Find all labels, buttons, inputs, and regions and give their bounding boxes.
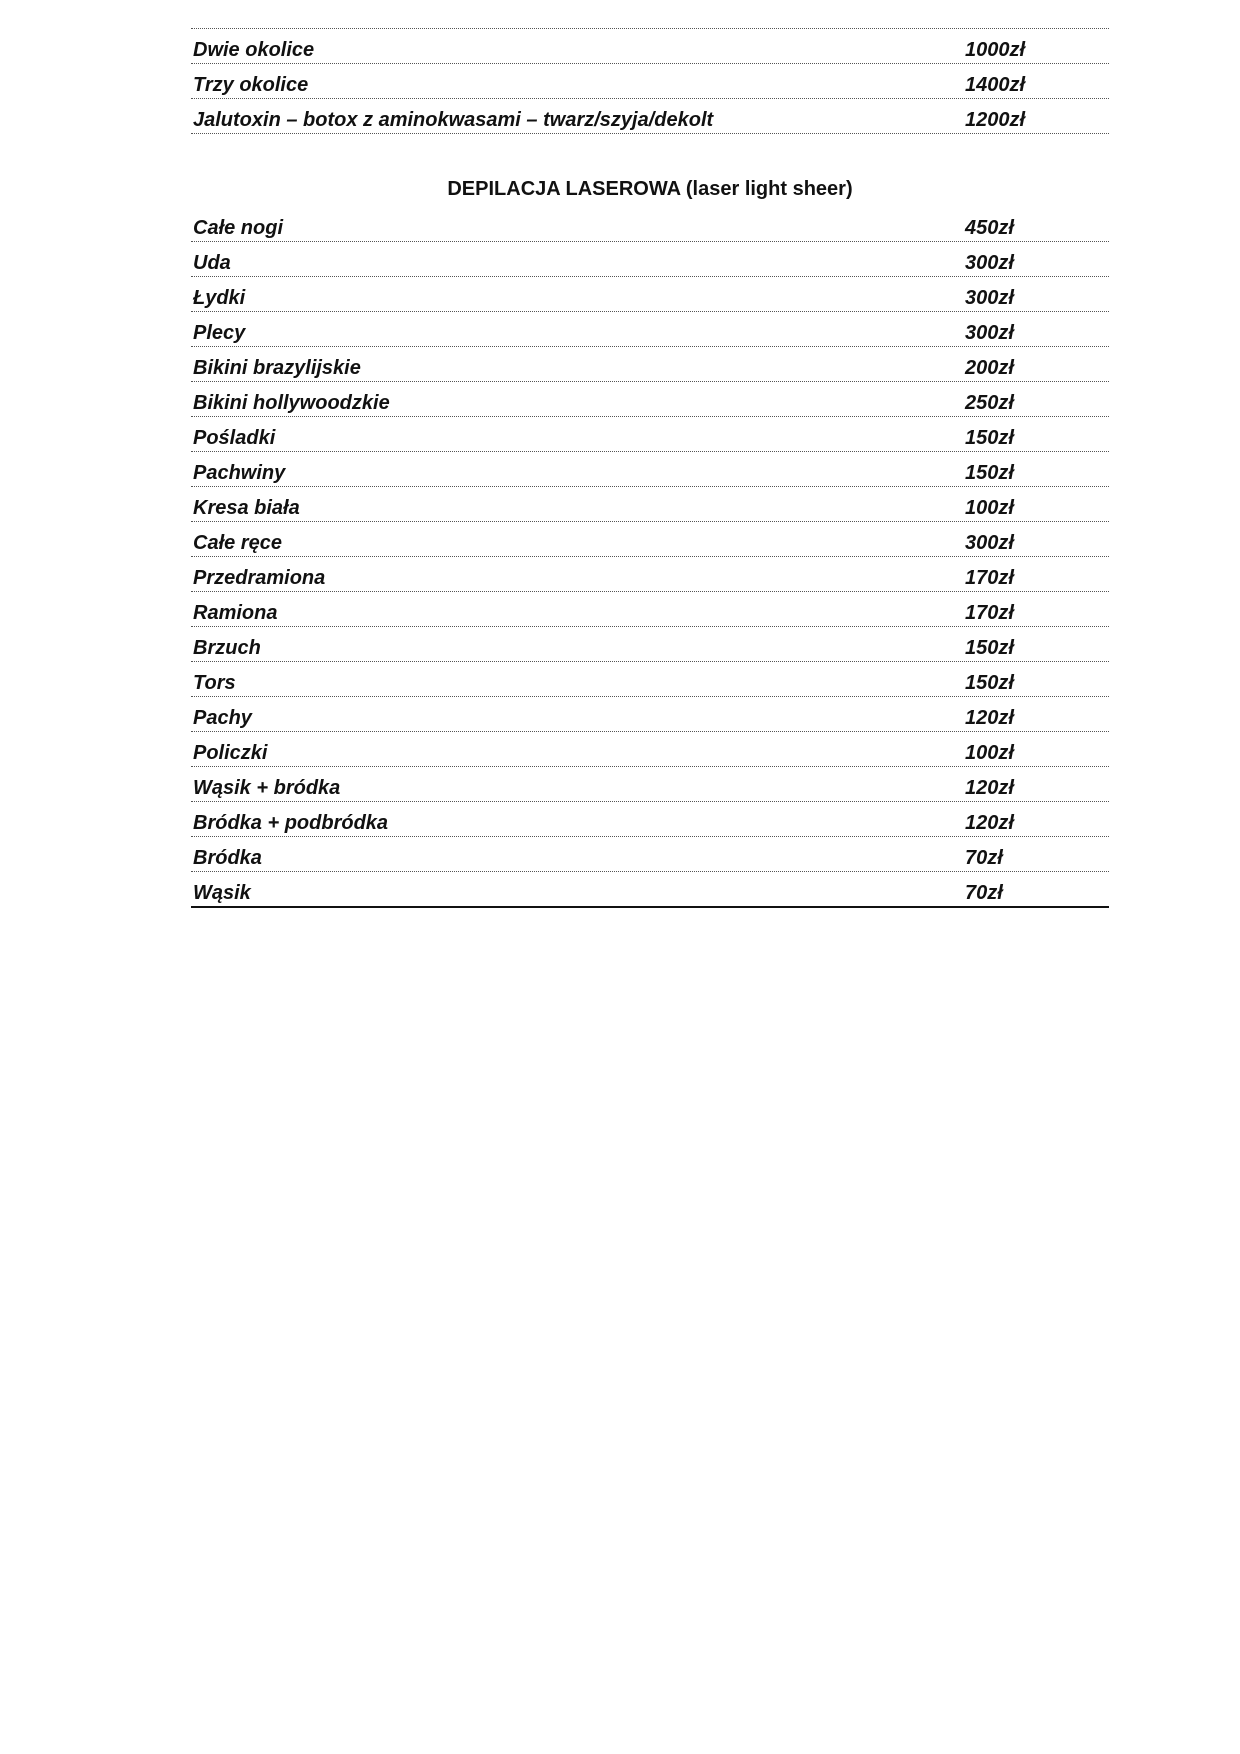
service-price: 170zł: [965, 567, 1014, 589]
price-row: [191, 557, 1109, 592]
service-price: 70zł: [965, 847, 1003, 869]
service-price: 300zł: [965, 532, 1014, 554]
service-price: 150zł: [965, 427, 1014, 449]
price-row: [191, 312, 1109, 347]
price-row: [191, 522, 1109, 557]
service-price: 300zł: [965, 252, 1014, 274]
service-price: 250zł: [965, 392, 1014, 414]
service-name: Wąsik + bródka: [193, 777, 341, 799]
service-price: 450zł: [965, 217, 1014, 239]
price-row: [191, 242, 1109, 277]
price-row: [191, 487, 1109, 522]
service-name: Bródka: [193, 847, 262, 869]
price-row: [191, 697, 1109, 732]
price-row: [191, 837, 1109, 872]
price-row: [191, 417, 1109, 452]
price-row: [191, 872, 1109, 908]
price-row: [191, 452, 1109, 487]
service-name: Pachy: [193, 707, 252, 729]
service-price: 1200zł: [965, 109, 1026, 131]
price-row: [191, 627, 1109, 662]
service-name: Dwie okolice: [193, 39, 315, 61]
price-row: [191, 64, 1109, 99]
service-price: 300zł: [965, 287, 1014, 309]
service-name: Całe nogi: [193, 217, 284, 239]
laser-price-table: [191, 207, 1109, 908]
service-name: Brzuch: [193, 637, 261, 659]
service-price: 300zł: [965, 322, 1014, 344]
service-price: 1000zł: [965, 39, 1026, 61]
service-name: Tors: [193, 672, 236, 694]
service-name: Ramiona: [193, 602, 278, 624]
service-price: 100zł: [965, 742, 1014, 764]
service-name: Bikini brazylijskie: [193, 357, 361, 379]
service-price: 170zł: [965, 602, 1014, 624]
price-row: [191, 207, 1109, 242]
service-price: 100zł: [965, 497, 1014, 519]
service-name: Łydki: [193, 287, 246, 309]
service-price: 150zł: [965, 672, 1014, 694]
service-name: Bikini hollywoodzkie: [193, 392, 390, 414]
service-name: Wąsik: [193, 882, 251, 904]
price-row: [191, 802, 1109, 837]
price-row: [191, 662, 1109, 697]
top-price-table: [191, 28, 1109, 134]
section-title: DEPILACJA LASEROWA (laser light sheer): [447, 178, 853, 200]
price-row: [191, 732, 1109, 767]
service-name: Pośladki: [193, 427, 276, 449]
service-price: 200zł: [965, 357, 1014, 379]
service-price: 150zł: [965, 462, 1014, 484]
service-name: Całe ręce: [193, 532, 282, 554]
service-price: 150zł: [965, 637, 1014, 659]
service-price: 1400zł: [965, 74, 1026, 96]
service-name: Policzki: [193, 742, 268, 764]
price-row: [191, 99, 1109, 134]
service-name: Przedramiona: [193, 567, 326, 589]
service-name: Bródka + podbródka: [193, 812, 389, 834]
price-row: [191, 592, 1109, 627]
service-name: Jalutoxin – botox z aminokwasami – twarz/szyja/dekolt: [193, 109, 714, 131]
service-price: 70zł: [965, 882, 1003, 904]
price-row: [191, 767, 1109, 802]
service-name: Trzy okolice: [193, 74, 309, 96]
service-price: 120zł: [965, 777, 1014, 799]
service-price: 120zł: [965, 812, 1014, 834]
service-name: Plecy: [193, 322, 246, 344]
service-price: 120zł: [965, 707, 1014, 729]
price-row: [191, 347, 1109, 382]
price-row: [191, 382, 1109, 417]
service-name: Pachwiny: [193, 462, 286, 484]
service-name: Kresa biała: [193, 497, 300, 519]
price-row: [191, 29, 1109, 64]
price-row: [191, 277, 1109, 312]
service-name: Uda: [193, 252, 231, 274]
